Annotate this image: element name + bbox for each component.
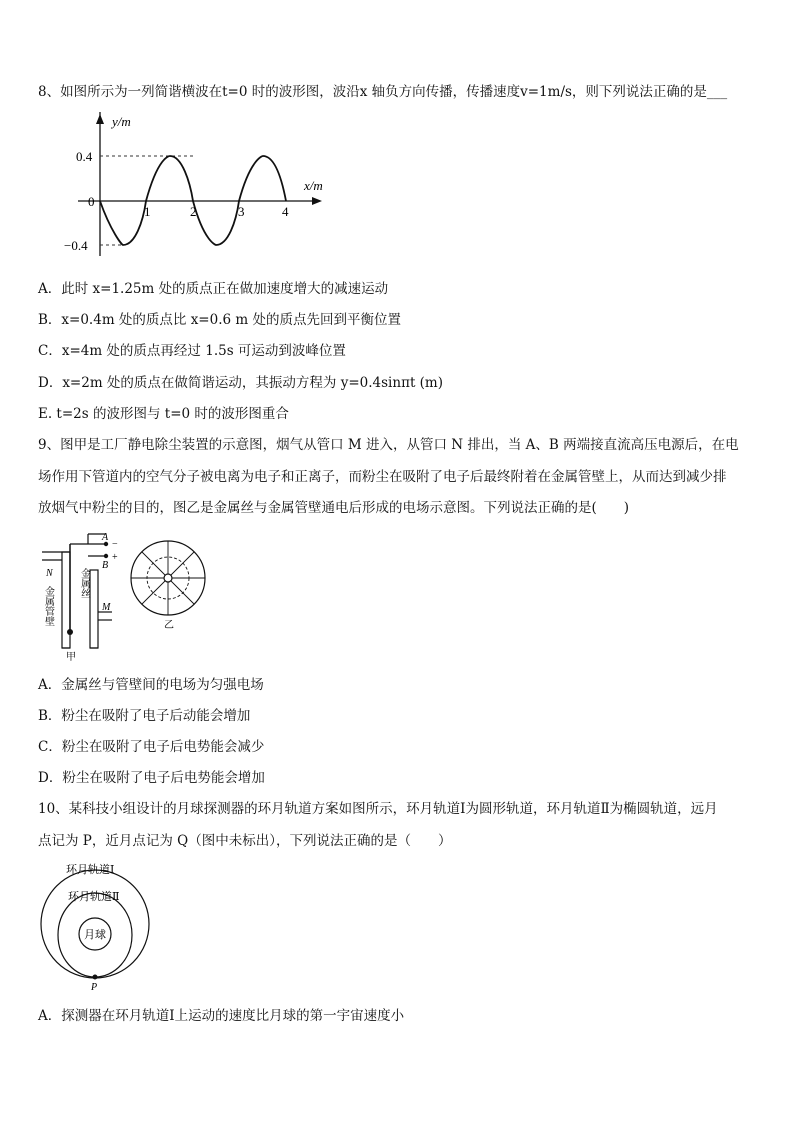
wire-weight (67, 629, 73, 635)
tick-x-3: 3 (238, 204, 245, 219)
q10-stem-line-1: 10、某科技小组设计的月球探测器的环月轨道方案如图所示，环月轨道Ⅰ为圆形轨道，环月轨道Ⅱ为椭圆轨道，远月 (38, 801, 718, 817)
label-m: M (102, 602, 111, 613)
q9-option-a: A．金属丝与管壁间的电场为匀强电场 (38, 677, 264, 693)
q10-option-a: A．探测器在环月轨道Ⅰ上运动的速度比月球的第一宇宙速度小 (38, 1008, 405, 1024)
q9-stem-line-3: 放烟气中粉尘的目的，图乙是金属丝与金属管壁通电后形成的电场示意图。下列说法正确的是( ) (38, 500, 630, 516)
tick-x-4: 4 (282, 204, 289, 219)
label-moon: 月球 (84, 929, 106, 941)
y-axis-arrow (96, 114, 104, 124)
label-yi: 乙 (164, 620, 174, 631)
q9-figure-jia (40, 532, 215, 664)
tick-y-0: 0 (88, 194, 95, 209)
x-axis-arrow (312, 197, 322, 205)
tube-wall-right (90, 570, 98, 648)
q9-stem-line-2: 场作用下管道内的空气分子被电离为电子和正离子，而粉尘在吸附了电子后最终附着在金属管壁上，从而达到减少排 (38, 469, 727, 485)
label-orbit-2: 环月轨道Ⅱ (68, 891, 120, 903)
label-orbit-1: 环月轨道Ⅰ (66, 864, 115, 876)
q9-stem-line-1: 9、图甲是工厂静电除尘装置的示意图，烟气从管口 M 进入，从管口 N 排出，当 A、B 两端接直流高压电源后，在电 (38, 437, 739, 453)
q8-option-a: A．此时 x=1.25m 处的质点正在做加速度增大的减速运动 (38, 281, 389, 297)
label-wire: 金属丝 (78, 568, 90, 598)
label-b: B (102, 560, 109, 571)
label-jia: 甲 (66, 652, 76, 663)
q8-option-e: E. t=2s 的波形图与 t=0 时的波形图重合 (38, 406, 289, 422)
q9-figure-yi (131, 541, 205, 631)
tick-x-2: 2 (190, 204, 197, 219)
point-p (93, 975, 98, 980)
q10-orbit-figure (38, 860, 160, 992)
tick-x-1: 1 (144, 204, 151, 219)
label-minus: − (112, 539, 118, 550)
q10-stem-line-2: 点记为 P，近月点记为 Q（图中未标出），下列说法正确的是（ ） (38, 833, 452, 849)
q8-option-d: D．x=2m 处的质点在做简谐运动，其振动方程为 y=0.4sinπt (m) (38, 375, 443, 391)
label-tube: 金属管壁 (42, 586, 54, 626)
q8-option-c: C．x=4m 处的质点再经过 1.5s 可运动到波峰位置 (38, 343, 346, 359)
q8-wave-graph (64, 112, 338, 262)
orbit-1-circle (41, 870, 149, 978)
label-plus: + (112, 552, 118, 563)
tick-y-neg0.4: −0.4 (64, 238, 88, 253)
label-a: A (102, 532, 109, 543)
label-n: N (46, 568, 53, 579)
q9-option-d: D．粉尘在吸附了电子后电势能会增加 (38, 770, 265, 786)
q8-option-b: B．x=0.4m 处的质点比 x=0.6 m 处的质点先回到平衡位置 (38, 312, 401, 328)
tick-y-0.4: 0.4 (76, 149, 93, 164)
y-axis-label: y/m (112, 114, 131, 129)
label-p: P (91, 982, 98, 993)
q8-stem: 8、如图所示为一列简谐横波在t=0 时的波形图，波沿x 轴负方向传播，传播速度v=1m/s，则下列说法正确的是___ (38, 84, 728, 100)
q9-option-c: C．粉尘在吸附了电子后电势能会减少 (38, 739, 265, 755)
q9-option-b: B．粉尘在吸附了电子后动能会增加 (38, 708, 251, 724)
x-axis-label: x/m (304, 178, 323, 193)
